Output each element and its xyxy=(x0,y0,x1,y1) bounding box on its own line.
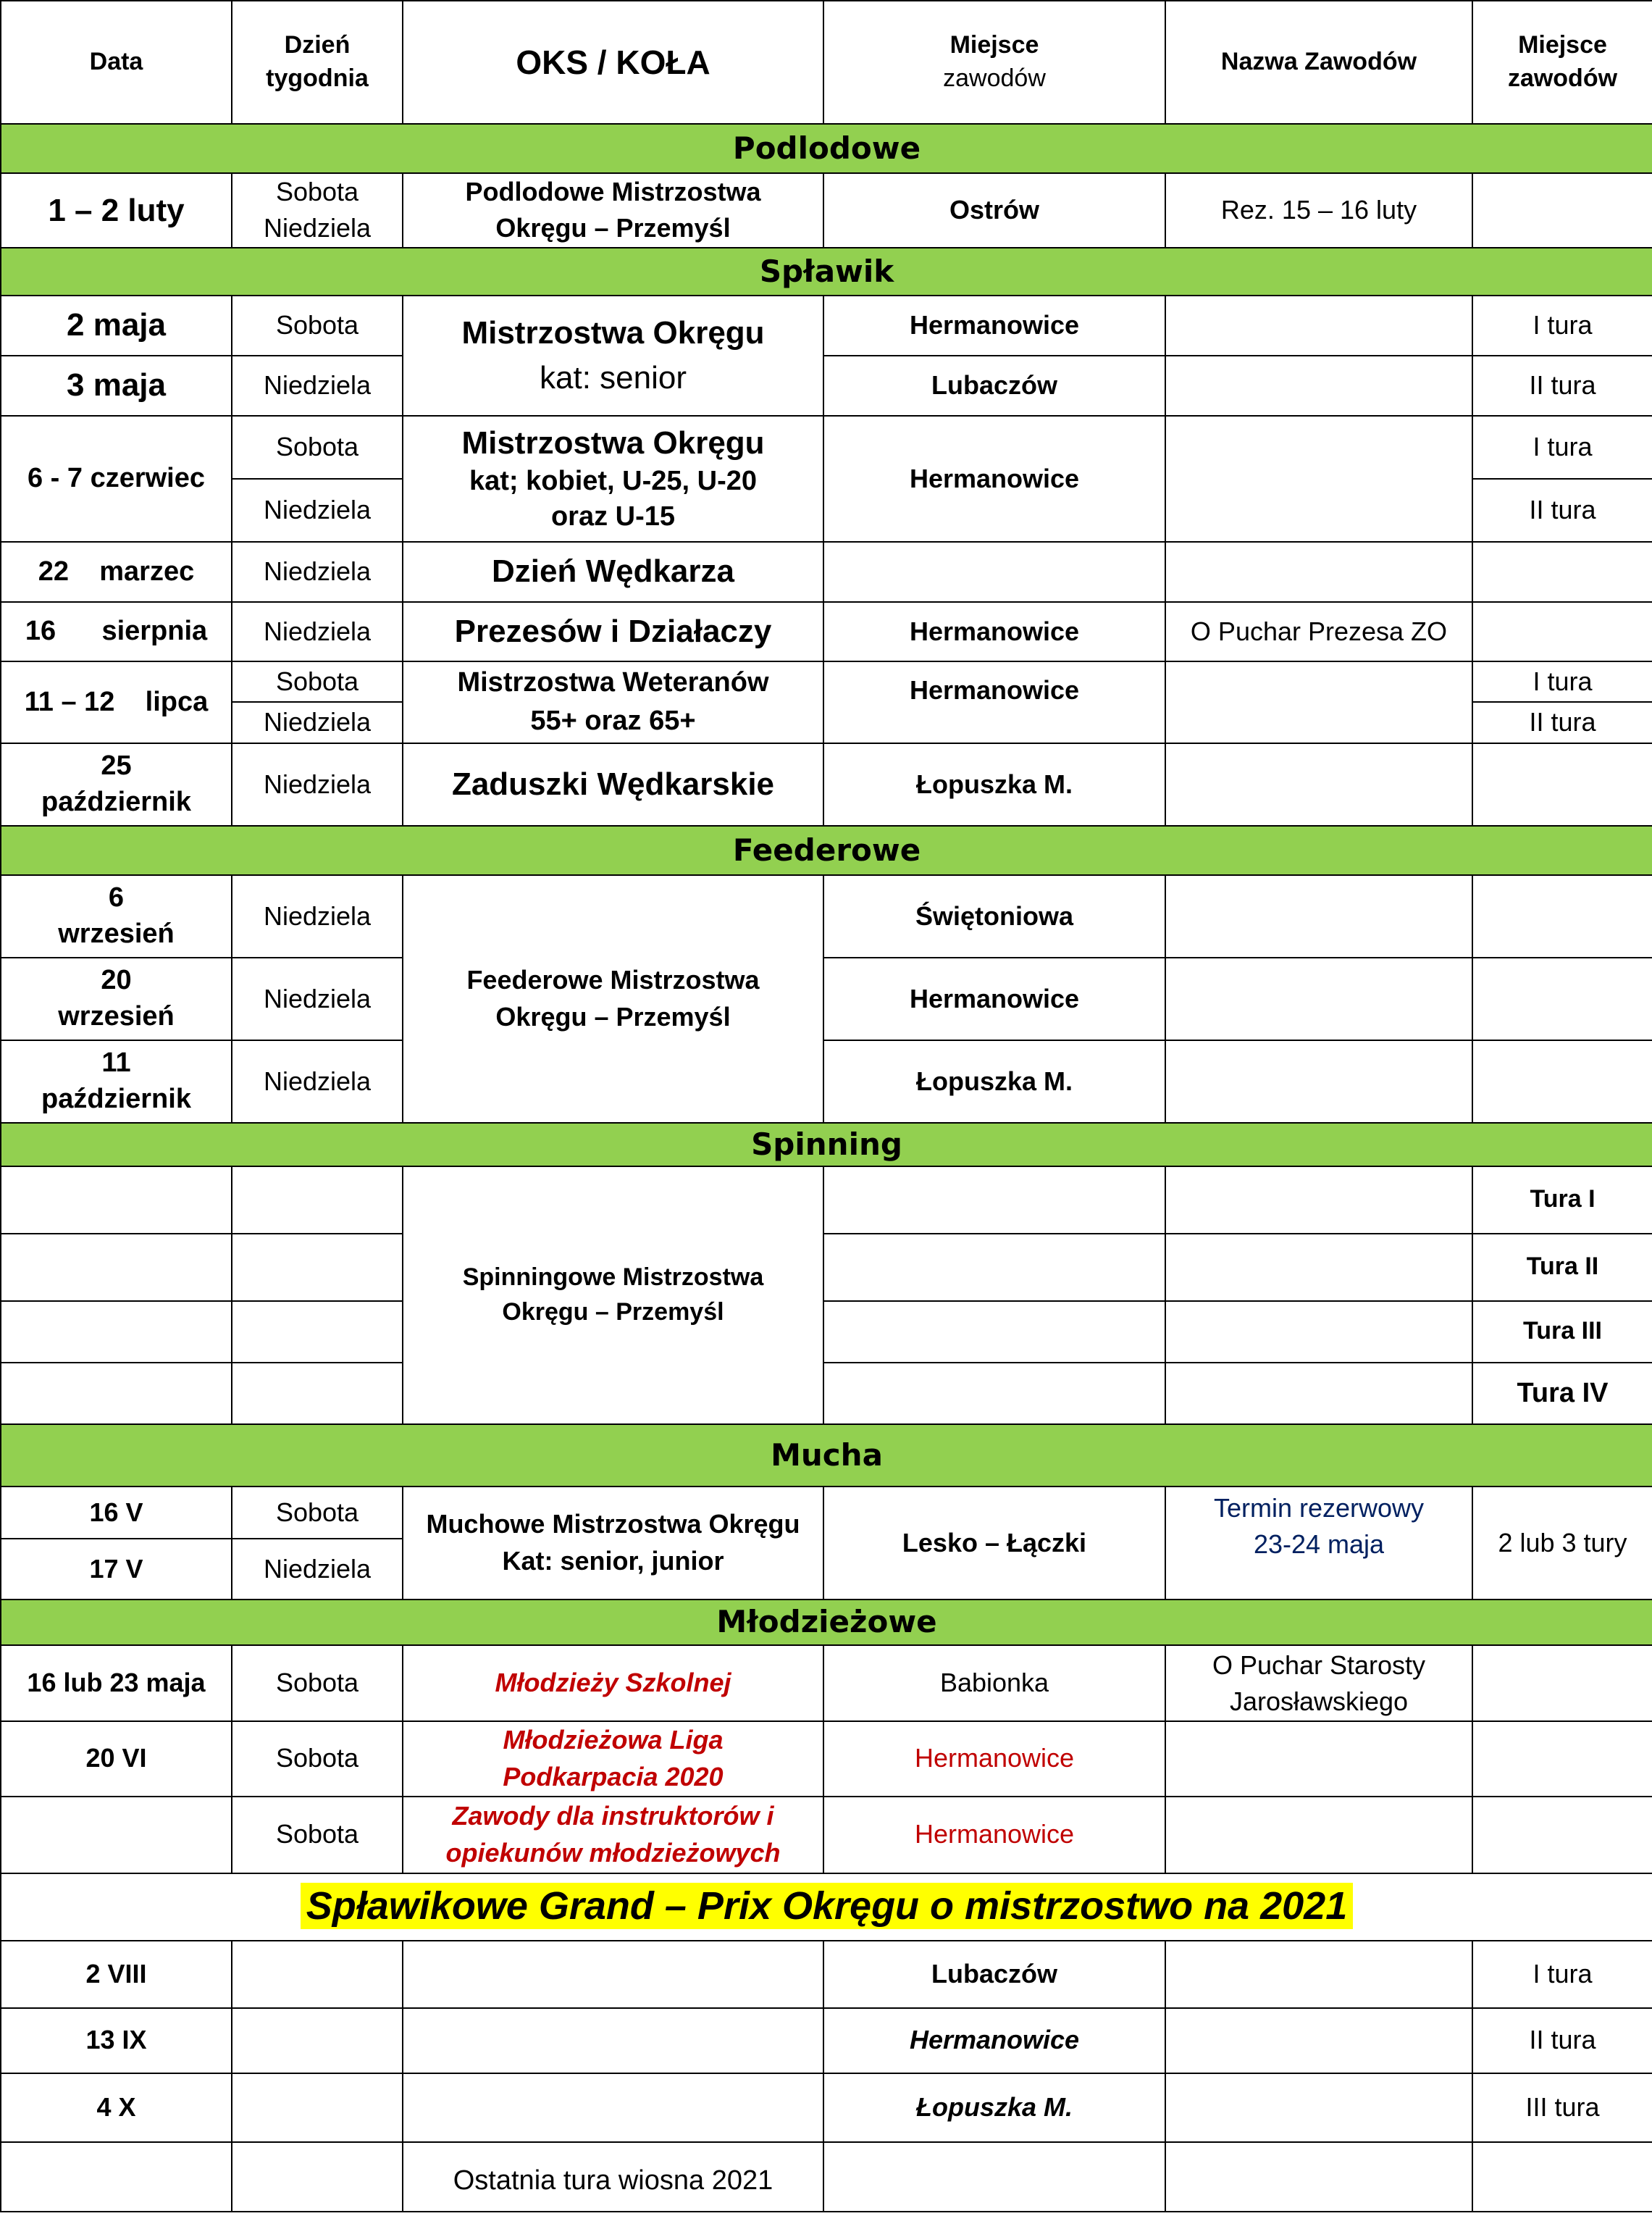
table-row xyxy=(1,542,1652,602)
date-cell: 11 październik xyxy=(1,1040,232,1123)
date-cell: 6 - 7 czerwiec xyxy=(1,416,232,542)
weekday-cell xyxy=(232,1363,403,1424)
weekday-cell: Sobota xyxy=(232,1797,403,1873)
round-cell: I tura xyxy=(1472,416,1652,479)
section-title: Podlodowe xyxy=(1,124,1652,173)
name-cell xyxy=(1165,1941,1472,2008)
header-place2: Miejsce zawodów xyxy=(1472,1,1652,124)
date-cell: 2 maja xyxy=(1,296,232,356)
round-cell: Tura III xyxy=(1472,1301,1652,1363)
round-cell: II tura xyxy=(1472,356,1652,416)
table-row xyxy=(1,1234,1652,1301)
name-cell xyxy=(1165,2008,1472,2073)
section-spinning xyxy=(1,1123,1652,1166)
round-cell: II tura xyxy=(1472,702,1652,743)
table-row xyxy=(1,1040,1652,1123)
round-cell: Tura I xyxy=(1472,1166,1652,1234)
weekday-cell: Niedziela xyxy=(232,542,403,602)
header-row xyxy=(1,1,1652,124)
grand-prix-title-cell xyxy=(1,1873,1652,1941)
place-cell xyxy=(823,542,1165,602)
name-cell: Termin rezerwowy 23-24 maja xyxy=(1165,1487,1472,1600)
table-row xyxy=(1,356,1652,416)
place-cell: Hermanowice xyxy=(823,1721,1165,1797)
event-cell: Ostatnia tura wiosna 2021 xyxy=(403,2142,823,2212)
place-cell xyxy=(823,2142,1165,2212)
table-row xyxy=(1,1487,1652,1539)
round-cell xyxy=(1472,1797,1652,1873)
name-cell xyxy=(1165,661,1472,743)
name-cell: O Puchar Starosty Jarosławskiego xyxy=(1165,1645,1472,1721)
round-cell: III tura xyxy=(1472,2073,1652,2142)
name-cell xyxy=(1165,2073,1472,2142)
round-cell xyxy=(1472,1040,1652,1123)
table-row xyxy=(1,1645,1652,1721)
round-cell: 2 lub 3 tury xyxy=(1472,1487,1652,1600)
weekday-cell xyxy=(232,1941,403,2008)
date-cell: 3 maja xyxy=(1,356,232,416)
section-title: Młodzieżowe xyxy=(1,1600,1652,1645)
event-cell: Zaduszki Wędkarskie xyxy=(403,743,823,826)
section-mlodziezowe xyxy=(1,1600,1652,1645)
header-name: Nazwa Zawodów xyxy=(1165,1,1472,124)
date-cell: 25 październik xyxy=(1,743,232,826)
place-cell: Łopuszka M. xyxy=(823,2073,1165,2142)
date-cell: 6 wrzesień xyxy=(1,875,232,958)
name-cell xyxy=(1165,958,1472,1040)
date-cell: 2 VIII xyxy=(1,1941,232,2008)
name-cell xyxy=(1165,1040,1472,1123)
name-cell xyxy=(1165,416,1472,542)
date-cell xyxy=(1,1363,232,1424)
section-title: Spinning xyxy=(1,1123,1652,1166)
event-cell: Feederowe Mistrzostwa Okręgu – Przemyśl xyxy=(403,875,823,1123)
weekday-cell: Niedziela xyxy=(232,958,403,1040)
table-row xyxy=(1,661,1652,702)
place-cell: Łopuszka M. xyxy=(823,743,1165,826)
weekday-cell xyxy=(232,2142,403,2212)
weekday-cell: Niedziela xyxy=(232,743,403,826)
table-row xyxy=(1,1721,1652,1797)
weekday-cell xyxy=(232,1234,403,1301)
round-cell: Tura IV xyxy=(1472,1363,1652,1424)
round-cell: II tura xyxy=(1472,479,1652,542)
weekday-cell: Sobota xyxy=(232,1487,403,1539)
date-cell xyxy=(1,1166,232,1234)
round-cell xyxy=(1472,2142,1652,2212)
section-splawik xyxy=(1,248,1652,296)
name-cell xyxy=(1165,1166,1472,1234)
round-cell xyxy=(1472,743,1652,826)
date-cell xyxy=(1,2142,232,2212)
name-cell: Rez. 15 – 16 luty xyxy=(1165,173,1472,248)
weekday-cell: Sobota xyxy=(232,416,403,479)
place-cell: Hermanowice xyxy=(823,958,1165,1040)
place-cell xyxy=(823,1166,1165,1234)
weekday-cell xyxy=(232,1166,403,1234)
place-cell: Hermanowice xyxy=(823,602,1165,661)
round-cell xyxy=(1472,875,1652,958)
weekday-cell: Sobota xyxy=(232,296,403,356)
round-cell xyxy=(1472,602,1652,661)
round-cell: I tura xyxy=(1472,296,1652,356)
date-cell xyxy=(1,1797,232,1873)
place-cell xyxy=(823,1363,1165,1424)
weekday-cell: Niedziela xyxy=(232,479,403,542)
place-cell: Lubaczów xyxy=(823,1941,1165,2008)
table-row xyxy=(1,1797,1652,1873)
name-cell xyxy=(1165,1363,1472,1424)
round-cell: I tura xyxy=(1472,1941,1652,2008)
weekday-cell: Niedziela xyxy=(232,356,403,416)
section-grand-prix xyxy=(1,1873,1652,1941)
place-cell xyxy=(823,1301,1165,1363)
table-row xyxy=(1,1941,1652,2008)
place-cell: Hermanowice xyxy=(823,416,1165,542)
weekday-cell: Niedziela xyxy=(232,1539,403,1600)
name-cell xyxy=(1165,1721,1472,1797)
table-row xyxy=(1,2008,1652,2073)
header-club: OKS / KOŁA xyxy=(403,1,823,124)
name-cell xyxy=(1165,875,1472,958)
table-row xyxy=(1,743,1652,826)
section-mucha xyxy=(1,1424,1652,1487)
date-cell: 11 – 12 lipca xyxy=(1,661,232,743)
round-cell: II tura xyxy=(1472,2008,1652,2073)
place-cell: Lubaczów xyxy=(823,356,1165,416)
section-title: Feederowe xyxy=(1,826,1652,875)
date-cell: 16 lub 23 maja xyxy=(1,1645,232,1721)
event-cell: Młodzieżowa Liga Podkarpacia 2020 xyxy=(403,1721,823,1797)
event-cell: Zawody dla instruktorów i opiekunów młodzieżowych xyxy=(403,1797,823,1873)
weekday-cell: Niedziela xyxy=(232,875,403,958)
weekday-cell: Niedziela xyxy=(232,1040,403,1123)
place-cell: Ostrów xyxy=(823,173,1165,248)
table-row xyxy=(1,2142,1652,2212)
name-cell xyxy=(1165,1234,1472,1301)
weekday-cell xyxy=(232,1301,403,1363)
round-cell xyxy=(1472,958,1652,1040)
name-cell xyxy=(1165,2142,1472,2212)
table-row xyxy=(1,1166,1652,1234)
place-cell: Hermanowice xyxy=(823,2008,1165,2073)
date-cell: 1 – 2 luty xyxy=(1,173,232,248)
date-cell: 13 IX xyxy=(1,2008,232,2073)
place-cell: Babionka xyxy=(823,1645,1165,1721)
round-cell xyxy=(1472,1721,1652,1797)
event-cell xyxy=(403,2008,823,2073)
name-cell xyxy=(1165,743,1472,826)
date-cell: 16 sierpnia xyxy=(1,602,232,661)
event-cell xyxy=(403,2073,823,2142)
weekday-cell: Niedziela xyxy=(232,702,403,743)
date-cell: 20 wrzesień xyxy=(1,958,232,1040)
name-cell xyxy=(1165,1301,1472,1363)
event-cell: Prezesów i Działaczy xyxy=(403,602,823,661)
weekday-cell: Sobota Niedziela xyxy=(232,173,403,248)
header-date: Data xyxy=(1,1,232,124)
name-cell xyxy=(1165,356,1472,416)
place-cell: Hermanowice xyxy=(823,661,1165,743)
place-cell: Lesko – Łączki xyxy=(823,1487,1165,1600)
table-row xyxy=(1,1363,1652,1424)
section-title: Spławik xyxy=(1,248,1652,296)
date-cell xyxy=(1,1301,232,1363)
date-cell xyxy=(1,1234,232,1301)
table-row xyxy=(1,1301,1652,1363)
place-cell xyxy=(823,1234,1165,1301)
table-row xyxy=(1,2073,1652,2142)
weekday-cell xyxy=(232,2008,403,2073)
date-cell: 20 VI xyxy=(1,1721,232,1797)
weekday-cell: Sobota xyxy=(232,1645,403,1721)
name-cell xyxy=(1165,542,1472,602)
name-cell: O Puchar Prezesa ZO xyxy=(1165,602,1472,661)
event-cell: Podlodowe Mistrzostwa Okręgu – Przemyśl xyxy=(403,173,823,248)
section-feederowe xyxy=(1,826,1652,875)
round-cell: I tura xyxy=(1472,661,1652,702)
table-row xyxy=(1,875,1652,958)
name-cell xyxy=(1165,296,1472,356)
place-cell: Hermanowice xyxy=(823,1797,1165,1873)
round-cell xyxy=(1472,542,1652,602)
event-cell: Mistrzostwa Okręgu kat; kobiet, U-25, U-20 oraz U-15 xyxy=(403,416,823,542)
event-cell: Spinningowe Mistrzostwa Okręgu – Przemyśl xyxy=(403,1166,823,1424)
event-cell: Młodzieży Szkolnej xyxy=(403,1645,823,1721)
event-cell xyxy=(403,1941,823,2008)
event-cell: Mistrzostwa Okręgu kat: senior xyxy=(403,296,823,416)
section-title: Mucha xyxy=(1,1424,1652,1487)
header-place: Miejsce zawodów xyxy=(823,1,1165,124)
weekday-cell: Niedziela xyxy=(232,602,403,661)
weekday-cell: Sobota xyxy=(232,1721,403,1797)
event-cell: Mistrzostwa Weteranów 55+ oraz 65+ xyxy=(403,661,823,743)
event-cell: Dzień Wędkarza xyxy=(403,542,823,602)
grand-prix-title: Spławikowe Grand – Prix Okręgu o mistrzostwo na 2021 xyxy=(301,1883,1353,1929)
table-row xyxy=(1,958,1652,1040)
date-cell: 16 V xyxy=(1,1487,232,1539)
event-cell: Muchowe Mistrzostwa Okręgu Kat: senior, junior xyxy=(403,1487,823,1600)
section-podlodowe xyxy=(1,124,1652,173)
round-cell xyxy=(1472,173,1652,248)
table-row xyxy=(1,173,1652,248)
place-cell: Hermanowice xyxy=(823,296,1165,356)
header-weekday: Dzień tygodnia xyxy=(232,1,403,124)
place-cell: Świętoniowa xyxy=(823,875,1165,958)
date-cell: 22 marzec xyxy=(1,542,232,602)
round-cell: Tura II xyxy=(1472,1234,1652,1301)
table-row xyxy=(1,602,1652,661)
weekday-cell: Sobota xyxy=(232,661,403,702)
date-cell: 17 V xyxy=(1,1539,232,1600)
place-cell: Łopuszka M. xyxy=(823,1040,1165,1123)
name-cell xyxy=(1165,1797,1472,1873)
round-cell xyxy=(1472,1645,1652,1721)
table-row xyxy=(1,416,1652,479)
weekday-cell xyxy=(232,2073,403,2142)
table-row xyxy=(1,296,1652,356)
date-cell: 4 X xyxy=(1,2073,232,2142)
